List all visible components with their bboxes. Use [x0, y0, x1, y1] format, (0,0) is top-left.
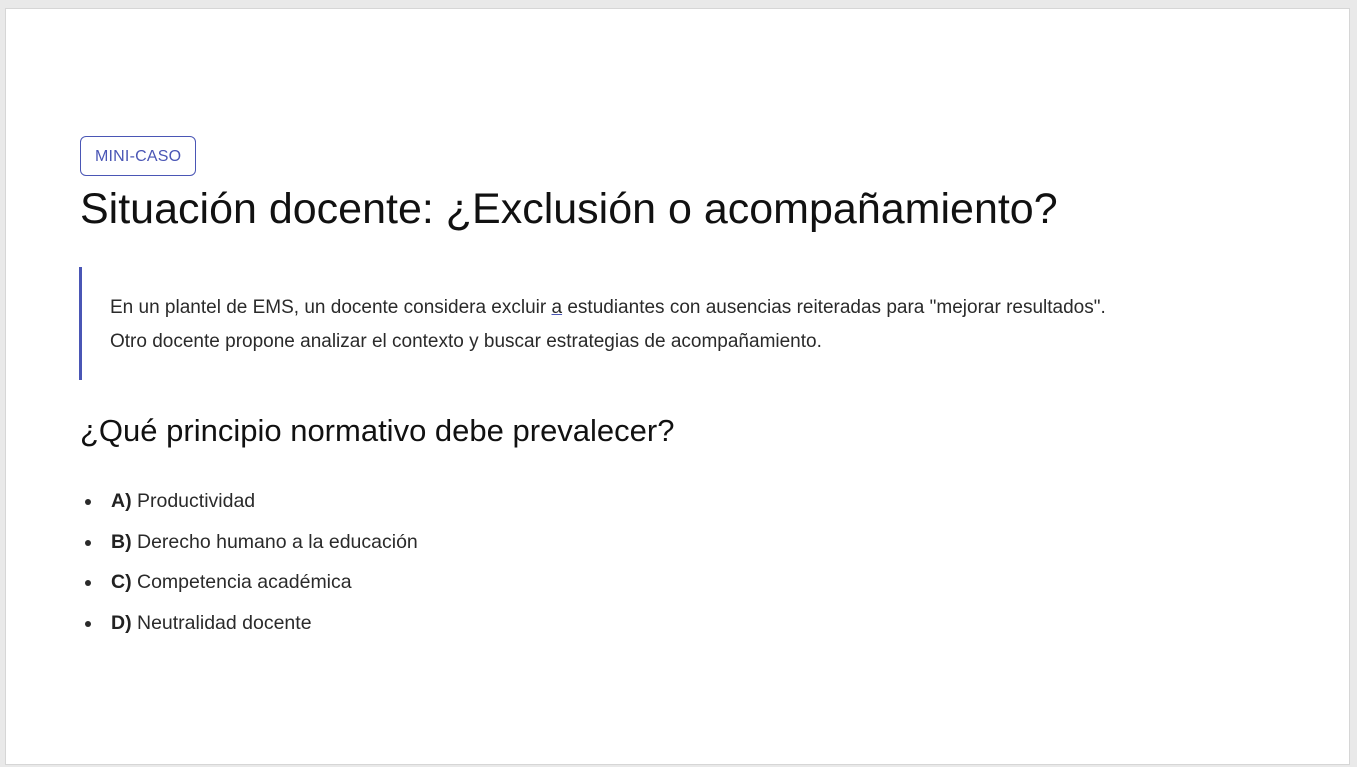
option-a: [80, 481, 418, 522]
case-blockquote: [79, 267, 1279, 380]
option-text: Derecho humano a la educación: [131, 530, 418, 553]
question-heading: ¿Qué principio normativo debe prevalecer?: [80, 413, 675, 448]
options-list: [80, 481, 418, 643]
slide-title: Situación docente: ¿Exclusión o acompañamiento?: [80, 185, 1058, 233]
case-text-line-1-start: En un plantel de EMS, un docente considera excluir: [110, 297, 552, 318]
underlined-word: a: [551, 297, 563, 318]
option-d: [80, 603, 418, 644]
bullet-icon: [85, 621, 91, 627]
bullet-icon: [85, 499, 91, 505]
option-text: Neutralidad docente: [131, 611, 312, 634]
case-text-line-2: Otro docente propone analizar el contexto y buscar estrategias de acompañamiento.: [110, 331, 822, 352]
case-text-line-1-end: estudiantes con ausencias reiteradas para "mejorar resultados".: [562, 297, 1106, 318]
option-text: Productividad: [131, 490, 256, 512]
case-text-line-1: [110, 291, 1279, 325]
option-b: [80, 522, 418, 563]
bullet-icon: [85, 540, 91, 546]
bullet-icon: [85, 580, 91, 586]
option-c: [80, 562, 418, 603]
mini-caso-badge: MINI-CASO: [80, 136, 196, 176]
option-letter: D): [111, 611, 132, 634]
option-letter: A): [111, 490, 132, 512]
option-letter: B): [111, 530, 132, 553]
option-letter: C): [111, 571, 132, 593]
slide: [5, 8, 1350, 765]
option-text: Competencia académica: [131, 571, 352, 593]
